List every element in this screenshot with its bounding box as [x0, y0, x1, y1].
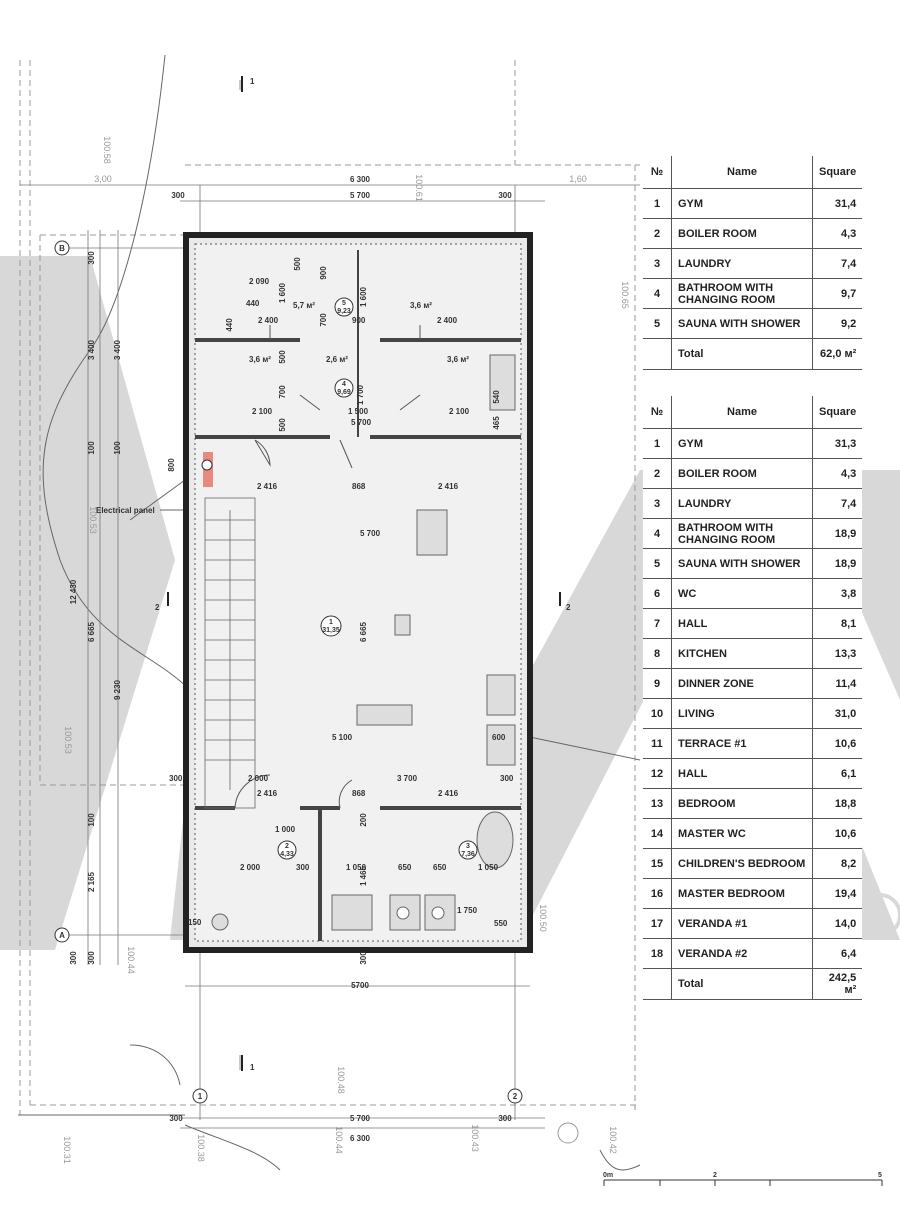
table-total-row: [643, 969, 862, 1000]
dim-900b: 900: [319, 266, 328, 280]
row-no: 18: [643, 939, 672, 969]
dim-left-100a: 100: [87, 441, 96, 455]
row-no: 1: [643, 189, 672, 219]
level-10: 100.43: [470, 1124, 480, 1152]
row-name: TERRACE #1: [672, 729, 813, 759]
row-square: 31,0: [813, 699, 863, 729]
table-row: [643, 579, 862, 609]
dim-left-100c: 100: [87, 813, 96, 827]
dim-1465: 1 465: [359, 865, 368, 887]
dim-overall-top: 6 300: [349, 175, 371, 184]
row-square: 6,1: [813, 759, 863, 789]
row-name: LAUNDRY: [672, 489, 813, 519]
room-tag-1-num: 1: [329, 619, 333, 626]
row-no: 4: [643, 279, 672, 309]
area-table-first: [643, 156, 862, 370]
table-row: [643, 849, 862, 879]
scale-2: 2: [713, 1172, 717, 1179]
table-row: [643, 939, 862, 969]
level-8: 100.38: [196, 1134, 206, 1162]
table-row: [643, 879, 862, 909]
section-2-right: 2: [566, 603, 571, 612]
dim-1600a: 1 600: [278, 282, 287, 304]
row-square: 18,9: [813, 549, 863, 579]
table-row: [643, 669, 862, 699]
row-square: 19,4: [813, 879, 863, 909]
dim-1050b: 1 050: [478, 863, 499, 872]
dim-900a: 900: [352, 316, 366, 325]
row-no: 9: [643, 669, 672, 699]
dim-2400a: 2 400: [258, 316, 279, 325]
row-square: 31,4: [813, 189, 863, 219]
table-total-row: [643, 339, 862, 370]
dim-left-2165: 2 165: [87, 871, 96, 893]
scale-bar: [604, 1180, 882, 1186]
area-label-3: 3,6 м²: [249, 355, 271, 364]
dim-5700a: 5 700: [351, 418, 372, 427]
level-3: 100.65: [620, 281, 630, 309]
room-tag-3-area: 7,36: [461, 851, 475, 858]
row-name: LAUNDRY: [672, 249, 813, 279]
row-square: 10,6: [813, 819, 863, 849]
room-tag-1-area: 31,35: [322, 627, 340, 634]
row-no: 14: [643, 819, 672, 849]
dim-2416c: 2 416: [257, 789, 278, 798]
row-square: 7,4: [813, 249, 863, 279]
row-name: DINNER ZONE: [672, 669, 813, 699]
header-name: Name: [672, 156, 813, 189]
row-square: 6,4: [813, 939, 863, 969]
row-square: 11,4: [813, 669, 863, 699]
dim-1750: 1 750: [457, 906, 478, 915]
dim-300y: 300: [359, 951, 368, 965]
total-value: 242,5 м²: [813, 969, 863, 1000]
section-1-top: 1: [250, 77, 255, 86]
table-row: [643, 189, 862, 219]
row-name: MASTER BEDROOM: [672, 879, 813, 909]
area-label-2: 3,6 м²: [410, 301, 432, 310]
row-name: MASTER WC: [672, 819, 813, 849]
table-row: [643, 699, 862, 729]
row-name: BATHROOM WITH CHANGING ROOM: [672, 279, 813, 309]
electrical-panel-label: Electrical panel: [96, 506, 155, 515]
dim-500c: 500: [278, 418, 287, 432]
row-no: 16: [643, 879, 672, 909]
dim-500a: 500: [293, 257, 302, 271]
header-name: Name: [672, 396, 813, 429]
dim-left-setback: 3,00: [94, 174, 112, 184]
room-tag-2-area: 4,33: [280, 851, 294, 858]
row-no: 4: [643, 519, 672, 549]
row-square: 9,2: [813, 309, 863, 339]
dim-600: 600: [492, 733, 506, 742]
dim-1500: 1 500: [348, 407, 369, 416]
table-row: [643, 759, 862, 789]
section-1-bottom: 1: [250, 1063, 255, 1072]
row-name: CHILDREN'S BEDROOM: [672, 849, 813, 879]
dim-inner-top: 5 700: [349, 191, 371, 200]
dim-868b: 868: [352, 789, 366, 798]
dim-inner-bottom: 5 700: [349, 1114, 371, 1123]
level-11: 100.31: [62, 1136, 72, 1164]
row-no: 1: [643, 429, 672, 459]
row-square: 31,3: [813, 429, 863, 459]
header-no: №: [643, 156, 672, 189]
total-value: 62,0 м²: [813, 339, 863, 370]
dim-500b: 500: [278, 350, 287, 364]
table-row: [643, 249, 862, 279]
row-name: SAUNA WITH SHOWER: [672, 309, 813, 339]
dim-650b: 650: [433, 863, 447, 872]
row-no: 5: [643, 549, 672, 579]
level-7: 100.48: [336, 1066, 346, 1094]
row-no: 3: [643, 249, 672, 279]
table-row: [643, 819, 862, 849]
dim-2416b: 2 416: [438, 482, 459, 491]
dim-1600b: 1 600: [359, 286, 368, 308]
row-square: 8,1: [813, 609, 863, 639]
dim-3700: 3 700: [397, 774, 418, 783]
row-square: 10,6: [813, 729, 863, 759]
room-tag-5-num: 5: [342, 300, 346, 307]
table-row: [643, 219, 862, 249]
row-name: BATHROOM WITH CHANGING ROOM: [672, 519, 813, 549]
row-square: 18,8: [813, 789, 863, 819]
row-name: KITCHEN: [672, 639, 813, 669]
dim-2416d: 2 416: [438, 789, 459, 798]
row-name: BOILER ROOM: [672, 459, 813, 489]
row-name: VERANDA #2: [672, 939, 813, 969]
dim-2416a: 2 416: [257, 482, 278, 491]
row-square: 14,0: [813, 909, 863, 939]
table-row: [643, 429, 862, 459]
room-tag-4-area: 9,69: [337, 389, 351, 396]
dim-300-left: 300: [169, 774, 183, 783]
dim-5100: 5 100: [332, 733, 353, 742]
dim-540: 540: [492, 390, 501, 404]
level-12: 100.50: [538, 904, 548, 932]
area-label-1: 5,7 м²: [293, 301, 315, 310]
dim-2100a: 2 100: [252, 407, 273, 416]
header-no: №: [643, 396, 672, 429]
row-no: 8: [643, 639, 672, 669]
level-9: 100.44: [334, 1126, 344, 1154]
scale-5: 5: [878, 1172, 882, 1179]
row-square: 13,3: [813, 639, 863, 669]
table-header-row: [643, 156, 862, 189]
level-1: 100.58: [102, 136, 112, 164]
dim-2100b: 2 100: [449, 407, 470, 416]
row-name: HALL: [672, 609, 813, 639]
room-tag-4-num: 4: [342, 381, 346, 388]
dim-550: 550: [494, 919, 508, 928]
dim-left-wall-bottom: 300: [169, 1114, 183, 1123]
area-label-4: 2,6 м²: [326, 355, 348, 364]
row-name: VERANDA #1: [672, 909, 813, 939]
dim-868a: 868: [352, 482, 366, 491]
level-6: 100.44: [126, 946, 136, 974]
dim-left-9230: 9 230: [113, 679, 122, 701]
row-square: 3,8: [813, 579, 863, 609]
row-square: 9,7: [813, 279, 863, 309]
dim-1050a: 1 050: [346, 863, 367, 872]
dim-1000: 1 000: [275, 825, 296, 834]
dim-6665-inner: 6 665: [359, 621, 368, 643]
dim-overall-bottom: 6 300: [349, 1134, 371, 1143]
row-square: 4,3: [813, 459, 863, 489]
section-2-left: 2: [155, 603, 160, 612]
row-name: LIVING: [672, 699, 813, 729]
dim-2000b: 2 000: [240, 863, 261, 872]
row-no: 10: [643, 699, 672, 729]
row-no: 2: [643, 219, 672, 249]
dim-left-3400b: 3 400: [113, 339, 122, 361]
table-row: [643, 549, 862, 579]
room-tag-5-area: 9,23: [337, 308, 351, 315]
table-row: [643, 309, 862, 339]
table-row: [643, 729, 862, 759]
room-tag-2-num: 2: [285, 843, 289, 850]
row-square: 7,4: [813, 489, 863, 519]
row-square: 4,3: [813, 219, 863, 249]
row-square: 18,9: [813, 519, 863, 549]
level-2: 100.61: [414, 174, 424, 202]
dim-right-wall-bottom: 300: [498, 1114, 512, 1123]
row-name: HALL: [672, 759, 813, 789]
dim-200: 200: [359, 813, 368, 827]
dim-5700b: 5 700: [360, 529, 381, 538]
dim-right-wall-top: 300: [498, 191, 512, 200]
level-13: 100.42: [608, 1126, 618, 1154]
dim-300-right: 300: [500, 774, 514, 783]
row-name: GYM: [672, 189, 813, 219]
scale-0: 0m: [603, 1172, 614, 1179]
row-name: BEDROOM: [672, 789, 813, 819]
table-header-row: [643, 396, 862, 429]
room-tag-3-num: 3: [466, 843, 470, 850]
dim-2000: 2 000: [248, 774, 269, 783]
axis-a: A: [59, 931, 65, 940]
table-row: [643, 909, 862, 939]
dim-2090: 2 090: [249, 277, 270, 286]
table-row: [643, 279, 862, 309]
dim-left-3400a: 3 400: [87, 339, 96, 361]
table-row: [643, 459, 862, 489]
dim-1700: 1 700: [356, 384, 365, 406]
axis-1: 1: [197, 1092, 203, 1101]
dim-left-6665: 6 665: [87, 621, 96, 643]
dim-700a: 700: [319, 313, 328, 327]
header-square: Square: [813, 396, 863, 429]
area-table-second: [643, 396, 862, 1000]
level-5: 100.53: [63, 726, 73, 754]
dim-300x: 300: [296, 863, 310, 872]
dim-650a: 650: [398, 863, 412, 872]
row-no: 7: [643, 609, 672, 639]
table-row: [643, 639, 862, 669]
dim-2400b: 2 400: [437, 316, 458, 325]
dim-440b: 440: [225, 318, 234, 332]
row-no: 3: [643, 489, 672, 519]
dim-150: 150: [188, 918, 202, 927]
row-name: SAUNA WITH SHOWER: [672, 549, 813, 579]
axis-b: B: [59, 244, 65, 253]
row-no: 15: [643, 849, 672, 879]
level-4: 100.53: [88, 506, 98, 534]
row-no: 6: [643, 579, 672, 609]
table-row: [643, 519, 862, 549]
dim-left-wall-top: 300: [171, 191, 185, 200]
dim-left-12430: 12 430: [69, 579, 78, 605]
header-square: Square: [813, 156, 863, 189]
row-no: 13: [643, 789, 672, 819]
row-square: 8,2: [813, 849, 863, 879]
row-no: 2: [643, 459, 672, 489]
dim-left-300c: 300: [87, 951, 96, 965]
row-name: BOILER ROOM: [672, 219, 813, 249]
dim-440a: 440: [246, 299, 260, 308]
dim-left-100b: 100: [113, 441, 122, 455]
row-no: 5: [643, 309, 672, 339]
row-no: 12: [643, 759, 672, 789]
axis-2: 2: [512, 1092, 518, 1101]
row-name: WC: [672, 579, 813, 609]
dim-right-setback: 1,60: [569, 174, 587, 184]
table-row: [643, 609, 862, 639]
dim-left-300b: 300: [69, 951, 78, 965]
area-label-5: 3,6 м²: [447, 355, 469, 364]
dim-left-800: 800: [167, 458, 176, 472]
dim-465: 465: [492, 416, 501, 430]
row-no: 17: [643, 909, 672, 939]
row-no: 11: [643, 729, 672, 759]
row-name: GYM: [672, 429, 813, 459]
total-label: Total: [672, 969, 813, 1000]
table-row: [643, 489, 862, 519]
dim-700b: 700: [278, 385, 287, 399]
table-row: [643, 789, 862, 819]
total-label: Total: [672, 339, 813, 370]
dim-left-300a: 300: [87, 251, 96, 265]
dim-plan-inner-bottom: 5700: [351, 981, 369, 990]
